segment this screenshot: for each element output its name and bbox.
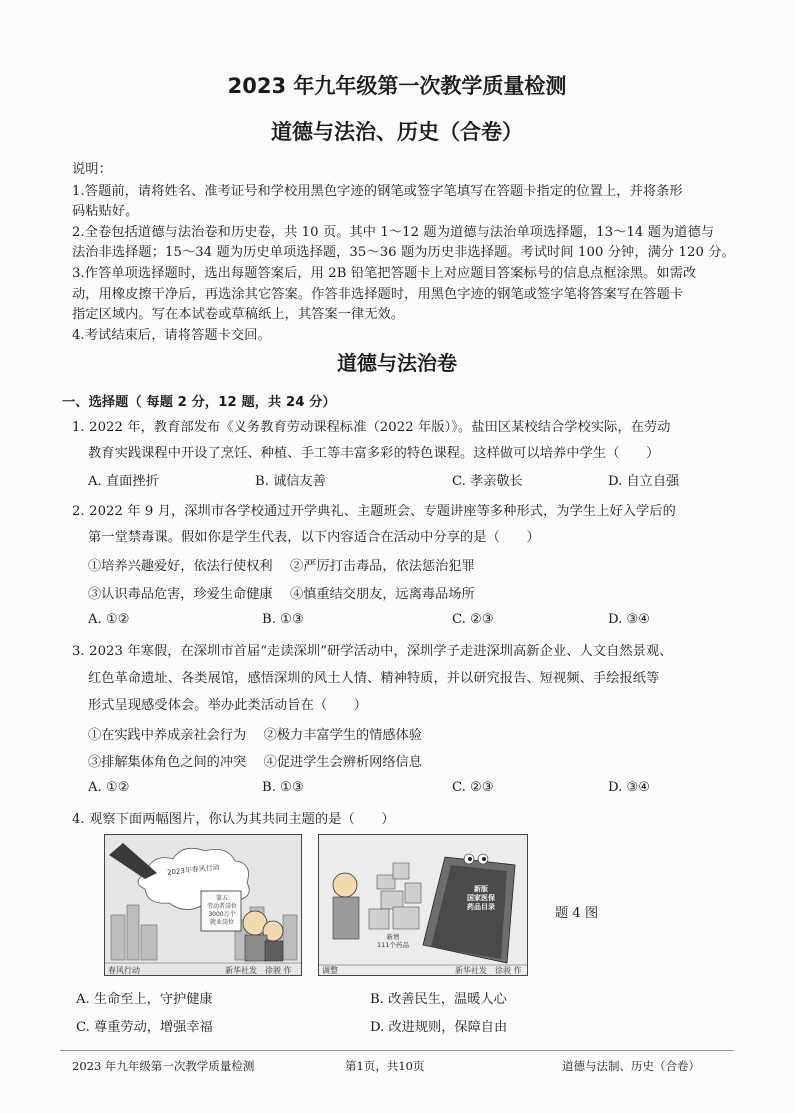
instruction-line: 2.全卷包括道德与法治卷和历史卷，共 10 页。其中 1～12 题为道德与法治单项选择题，13～14 题为道德与 — [72, 225, 715, 240]
q1-option-d: D. 自立自强 — [608, 474, 680, 489]
cartoon-caption-right: 新华社发 徐骏 作 — [225, 966, 292, 975]
figure-label: 题 4 图 — [555, 906, 599, 921]
instructions-label: 说明： — [72, 162, 112, 177]
question-3-line: 3. 2023 年寒假，在深圳市首届“走读深圳”研学活动中，深圳学子走进深圳高新企业、人文自然景观、 — [72, 644, 673, 659]
exam-subtitle: 道德与法治、历史（合卷） — [271, 120, 523, 144]
q3-option-c: C. ②③ — [452, 780, 494, 795]
question-3-line: 红色革命遗址、各类展馆，感悟深圳的风土人情、精神特质，并以研究报告、短视频、手绘报纸等 — [88, 671, 660, 686]
q4-option-c: C. 尊重劳动，增强幸福 — [76, 1020, 213, 1035]
instruction-line: 1.答题前，请将姓名、准考证号和学校用黑色字迹的钢笔或签字笔填写在答题卡指定的位置上，并将条形 — [72, 184, 683, 199]
cartoon-tag-text: 新增 111个药品 — [377, 933, 409, 949]
question-4-line: 4. 观察下面两幅图片，你认为其共同主题的是（ ） — [72, 812, 395, 827]
q3-item-line: ①在实践中养成亲社会行为 ②极力丰富学生的情感体验 — [88, 728, 422, 743]
instruction-line: 法治非选择题；15～34 题为历史单项选择题，35～36 题为历史非选择题。考试时间 100 分钟，满分 120 分。 — [72, 245, 735, 260]
question-1-line: 教育实践课程中开设了烹饪、种植、手工等丰富多彩的特色课程。这样做可以培养中学生（ ） — [88, 446, 660, 461]
q3-option-a: A. ①② — [88, 780, 130, 795]
question-3-line: 形式呈现感受体会。举办此类活动旨在（ ） — [88, 698, 368, 713]
question-1-line: 1. 2022 年，教育部发布《义务教育劳动课程标准（2022 年版）》。盐田区某校结合学校实际，在劳动 — [72, 420, 671, 435]
q2-item-line: ①培养兴趣爱好，依法行使权利 ②严厉打击毒品，依法惩治犯罪 — [88, 559, 475, 574]
q4-option-a: A. 生命至上，守护健康 — [76, 992, 213, 1007]
cartoon-drawing — [105, 835, 301, 975]
q2-option-b: B. ①③ — [262, 612, 304, 627]
q1-option-c: C. 孝亲敬长 — [452, 474, 523, 489]
instruction-line: 4.考试结束后，请将答题卡交回。 — [72, 328, 271, 343]
q3-item-line: ③排解集体角色之间的冲突 ④促进学生会辨析网络信息 — [88, 755, 422, 770]
q2-item-line: ③认识毒品危害，珍爱生命健康 ④慎重结交朋友，远离毒品场所 — [88, 587, 475, 602]
footer-left: 2023 年九年级第一次教学质量检测 — [72, 1059, 255, 1073]
question-2-line: 2. 2022 年 9 月，深圳市各学校通过开学典礼、主题班会、专题讲座等多种形式，为学生上好入学后的 — [72, 504, 676, 519]
instruction-line: 指定区域内。写在本试卷或草稿纸上，其答案一律无效。 — [72, 307, 405, 322]
cartoon-spring-action — [104, 834, 302, 976]
q1-option-b: B. 诚信友善 — [255, 474, 326, 489]
q2-option-d: D. ③④ — [608, 612, 651, 627]
q3-option-d: D. ③④ — [608, 780, 651, 795]
cartoon-caption-left: 春风行动 — [108, 966, 140, 975]
cartoon-caption-left: 调整 — [322, 966, 338, 975]
section-title: 道德与法治卷 — [337, 351, 457, 375]
footer-page-number: 第1页，共10页 — [345, 1059, 425, 1073]
instruction-line: 码粘贴好。 — [72, 204, 139, 219]
question-2-line: 第一堂禁毒课。假如你是学生代表，以下内容适合在活动中分享的是（ ） — [88, 530, 540, 545]
q2-option-c: C. ②③ — [452, 612, 494, 627]
footer-right: 道德与法制、历史（合卷） — [562, 1059, 700, 1073]
q2-option-a: A. ①② — [88, 612, 130, 627]
q1-option-a: A. 直面挫折 — [88, 474, 159, 489]
cartoon-sign-text: 第五 劳动者岗位 3000万个 就业岗位 — [206, 895, 237, 926]
cartoon-caption-right: 新华社发 徐骏 作 — [455, 966, 522, 975]
q3-option-b: B. ①③ — [262, 780, 304, 795]
instruction-line: 动，用橡皮擦干净后，再选涂其它答案。作答非选择题时，用黑色字迹的钢笔或签字笔将答案写在答题卡 — [72, 287, 684, 302]
cartoon-book-text: 新版 国家医保 药品目录 — [467, 885, 495, 911]
exam-title: 2023 年九年级第一次教学质量检测 — [227, 74, 567, 98]
part-one-heading: 一、选择题（ 每题 2 分，12 题，共 24 分） — [62, 395, 336, 410]
cartoon-bubble-text: 2023年春风行动 — [166, 863, 221, 877]
cartoon-medical-insurance — [318, 834, 528, 976]
q4-option-d: D. 改进规则，保障自由 — [370, 1020, 508, 1035]
q4-option-b: B. 改善民生，温暖人心 — [370, 992, 507, 1007]
footer-divider — [60, 1050, 734, 1051]
instruction-line: 3.作答单项选择题时，选出每题答案后，用 2B 铅笔把答题卡上对应题目答案标号的信息点框涂黑。如需改 — [72, 266, 697, 281]
